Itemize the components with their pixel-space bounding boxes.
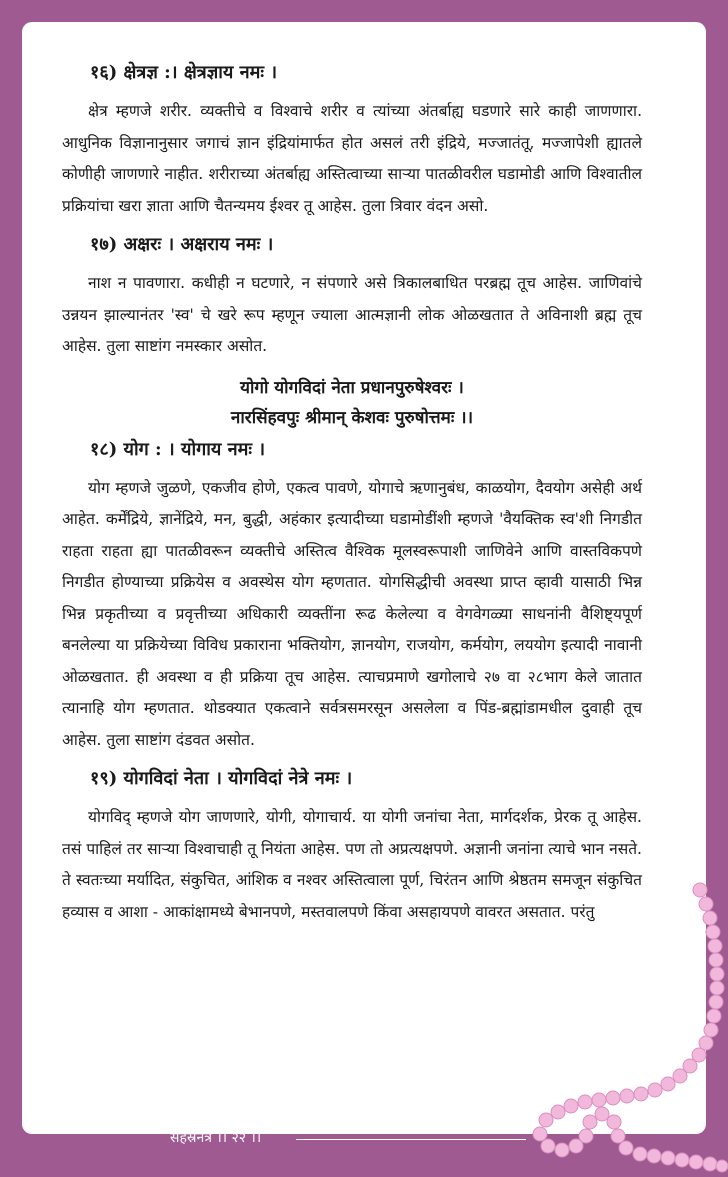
section-16-text: क्षेत्र म्हणजे शरीर. व्यक्तीचे व विश्वाचे शरीर व त्यांच्या अंतर्बाह्य घडणारे सारे काही जाणणारा. आधुनिक विज्ञानानुसार जगाचं ज्ञान इंद्रियांमार्फत होत असलं तरी इंद्रिये, मज्जातंतू, मज्जापेशी ह्यातले कोणीही जाणणारे नाहीत. शरीराच्या अंतर्बाह्य अस्तित्वाच्या साऱ्या पातळीवरील घडामोडी आणि विश्वातील प्रक्रियांचा खरा ज्ञाता आणि चैतन्यमय ईश्वर तू आहेस. तुला त्रिवार वंदन असो. (62, 102, 642, 215)
section-19-heading: १९) योगविदां नेता । योगविदां नेत्रे नमः । (90, 768, 353, 789)
bead-garland-image (510, 880, 728, 1177)
page-content (62, 60, 642, 938)
shloka-line-2: नारसिंहवपुः श्रीमान् केशवः पुरुषोत्तमः ।। (230, 407, 474, 428)
section-17-text: नाश न पावणारा. कधीही न घटणारे, न संपणारे असे त्रिकालबाधित परब्रह्म तूच आहेस. जाणिवांचे उन्नयन झाल्यानंतर 'स्व' चे खरे रूप म्हणून ज्याला आत्मज्ञानी लोक ओळखतात ते अविनाशी ब्रह्म तूच आहेस. तुला साष्टांग नमस्कार असोत. (62, 274, 642, 355)
shloka-line-1: योगो योगविदां नेता प्रधानपुरुषेश्वरः । (240, 377, 464, 398)
section-19-text: योगविद् म्हणजे योग जाणणारे, योगी, योगाचार्य. या योगी जनांचा नेता, मार्गदर्शक, प्रेरक तू आहेस. तसं पाहिलं तर साऱ्या विश्वाचाही तू नियंता आहेस. पण तो अप्रत्यक्षपणे. अज्ञानी जनांना त्याचे भान नसते. ते स्वतःच्या मर्यादित, संकुचित, आंशिक व नश्वर अस्तित्वाला पूर्ण, चिरंतन आणि श्रेष्ठतम समजून संकुचित हव्यास व आशा - आकांक्षामध्ये बेभानपणे, मस्तवालपणे किंवा असहायपणे वावरत असतात. परंतु (62, 808, 642, 921)
section-18-text: योग म्हणजे जुळणे, एकजीव होणे, एकत्व पावणे, योगाचे ऋणानुबंध, काळयोग, दैवयोग असेही अर्थ आहेत. कर्मेंद्रिये, ज्ञानेंद्रिये, मन, बुद्धी, अहंकार इत्यादीच्या घडामोडींशी म्हणजे 'वैयक्तिक स्व'शी निगडीत राहता राहता ह्या पातळीवरून व्यक्तीचे अस्तित्व वैश्विक मूलस्वरूपाशी जाणिवेने आणि वास्तविकपणे निगडीत होण्याच्या प्रक्रियेस व अवस्थेस योग म्हणतात. योगसिद्धीची अवस्था प्राप्त व्हावी यासाठी भिन्न भिन्न प्रकृतीच्या व प्रवृत्तीच्या अधिकारी व्यक्तींना रूढ केलेल्या व वेगवेगळ्या साधनांनी वैशिष्ट्यपूर्ण बनलेल्या या प्रक्रियेच्या विविध प्रकाराना भक्तियोग, ज्ञानयोग, राजयोग, कर्मयोग, लययोग इत्यादी नावानी ओळखतात. ही अवस्था व ही प्रक्रिया तूच आहेस. त्याचप्रमाणे खगोलाचे २७ वा २८भाग केले जातात त्यानाहि योग म्हणतात. थोडक्यात एकत्वाने सर्वत्रसमरसून असलेला व पिंड-ब्रह्मांडामधील दुवाही तूच आहेस. तुला साष्टांग दंडवत असोत. (62, 478, 642, 749)
footer-label: सहस्रनेत्र ।। २२ ।। (170, 1130, 262, 1146)
section-16-heading: १६) क्षेत्रज्ञ :। क्षेत्रज्ञाय नमः । (90, 62, 278, 83)
shloka-verse (62, 373, 642, 433)
section-17-heading: १७) अक्षरः । अक्षराय नमः । (90, 234, 274, 255)
section-18-heading: १८) योग : । योगाय नमः । (90, 438, 266, 460)
page-footer (150, 1122, 550, 1150)
footer-rule (296, 1139, 526, 1140)
